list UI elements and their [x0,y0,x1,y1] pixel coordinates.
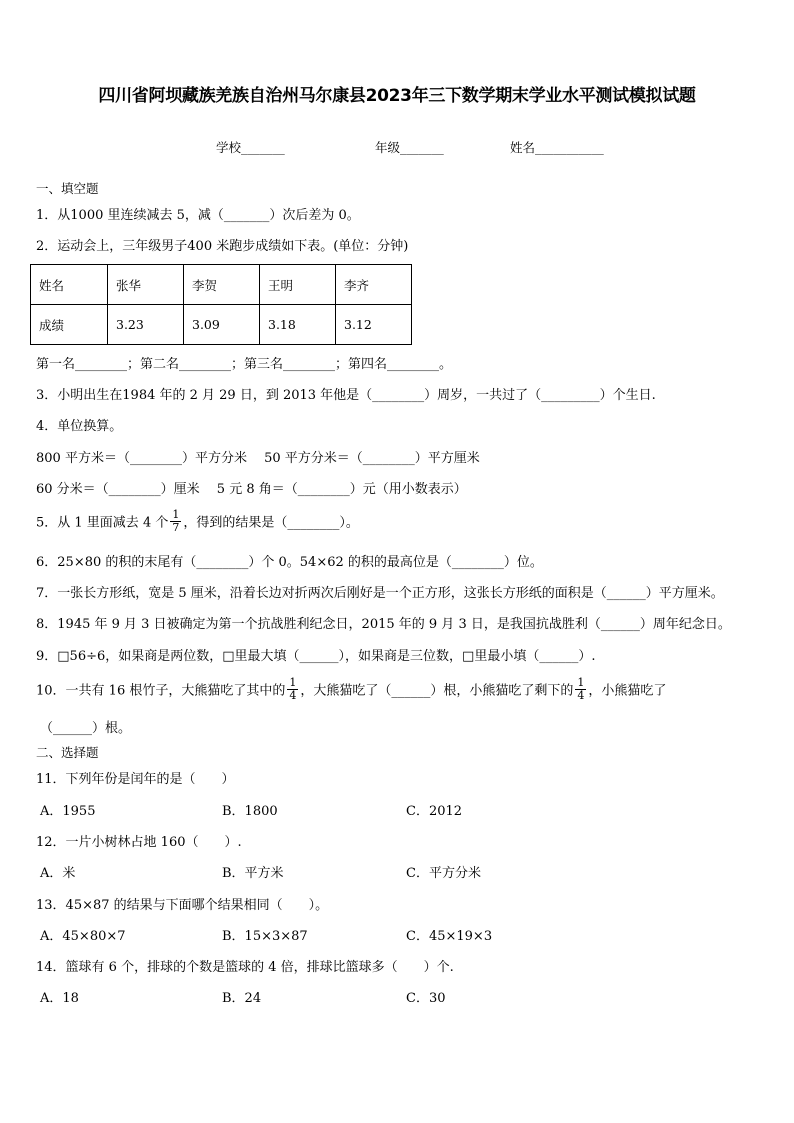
question-5 [36,508,359,535]
question-10-text-mid: ，大熊猫吃了（______）根，小熊猫吃了剩下的 [300,683,574,699]
table-cell: 姓名 [31,265,108,305]
section-fill-in-heading: 一、填空题 [36,181,99,196]
option-b: B．24 [222,991,262,1006]
question-3: 3．小明出生在1984 年的 2 月 29 日，到 2013 年他是（________）周岁，一共过了（_________）个生日. [36,388,656,403]
question-13: 13．45×87 的结果与下面哪个结果相同（ ）。 [36,898,329,913]
table-cell: 3.18 [260,305,336,345]
table-cell: 3.23 [108,305,184,345]
option-b: B．平方米 [222,866,284,881]
option-a: A．1955 [40,804,96,819]
question-2-answer-line: 第一名________；第二名________；第三名________；第四名________。 [36,357,453,372]
school-field: 学校_______ [216,140,285,155]
question-6: 6．25×80 的积的末尾有（________）个 0。54×62 的积的最高位是（________）位。 [36,555,543,570]
question-10 [36,676,667,703]
question-5-text-end: ，得到的结果是（________）。 [183,515,359,531]
question-4-line-2: 60 分米＝（________）厘米 5 元 8 角＝（________）元（用小数表示） [36,482,467,497]
option-a: A．45×80×7 [40,929,126,944]
fraction-denominator: 4 [289,688,297,702]
question-5-text: 5．从 1 里面减去 4 个 [36,515,169,531]
question-11: 11．下列年份是闰年的是（ ） [36,772,235,787]
table-cell: 张华 [108,265,184,305]
table-row [31,305,412,345]
table-header-row [31,265,412,305]
fraction-numerator: 1 [577,676,585,689]
question-14: 14．篮球有 6 个，排球的个数是篮球的 4 倍，排球比篮球多（ ）个. [36,960,454,975]
fraction-one-quarter [287,677,298,701]
fraction-one-seventh [170,509,181,533]
page-title: 四川省阿坝藏族羌族自治州马尔康县2023年三下数学期末学业水平测试模拟试题 [98,86,696,106]
fraction-one-quarter [575,677,586,701]
question-4-line-1: 800 平方米＝（________）平方分米 50 平方分米＝（________）平方厘米 [36,451,480,466]
question-2: 2．运动会上，三年级男子400 米跑步成绩如下表。(单位：分钟) [36,239,409,254]
question-8: 8．1945 年 9 月 3 日被确定为第一个抗战胜利纪念日，2015 年的 9 月 3 日，是我国抗战胜利（______）周年纪念日。 [36,617,731,632]
table-cell: 李贺 [184,265,260,305]
table-cell: 李齐 [336,265,412,305]
table-cell: 成绩 [31,305,108,345]
fraction-denominator: 7 [172,520,180,534]
question-7: 7．一张长方形纸，宽是 5 厘米，沿着长边对折两次后刚好是一个正方形，这张长方形纸的面积是（______）平方厘米。 [36,586,724,601]
section-choice-heading: 二、选择题 [36,745,99,760]
option-b: B．15×3×87 [222,929,308,944]
option-a: A．米 [40,866,76,881]
question-10-text-end: ，小熊猫吃了 [588,683,667,699]
option-c: C．平方分米 [406,866,481,881]
option-c: C．45×19×3 [406,929,493,944]
option-c: C．2012 [406,804,463,819]
question-4: 4．单位换算。 [36,419,123,434]
name-field: 姓名___________ [510,140,604,155]
fraction-denominator: 4 [577,688,585,702]
fraction-numerator: 1 [289,676,297,689]
option-a: A．18 [40,991,79,1006]
table-cell: 3.12 [336,305,412,345]
option-c: C．30 [406,991,446,1006]
question-10-line-2: （______）根。 [40,721,132,736]
grade-field: 年级_______ [375,140,444,155]
question-1: 1．从1000 里连续减去 5，减（_______）次后差为 0。 [36,208,360,223]
option-b: B．1800 [222,804,278,819]
question-10-text: 10．一共有 16 根竹子，大熊猫吃了其中的 [36,683,286,699]
fraction-numerator: 1 [172,508,180,521]
score-table [30,264,412,345]
question-9: 9．□56÷6，如果商是两位数，□里最大填（______），如果商是三位数，□里最小填（______）. [36,649,596,664]
table-cell: 3.09 [184,305,260,345]
question-12: 12．一片小树林占地 160（ ）. [36,835,242,850]
table-cell: 王明 [260,265,336,305]
